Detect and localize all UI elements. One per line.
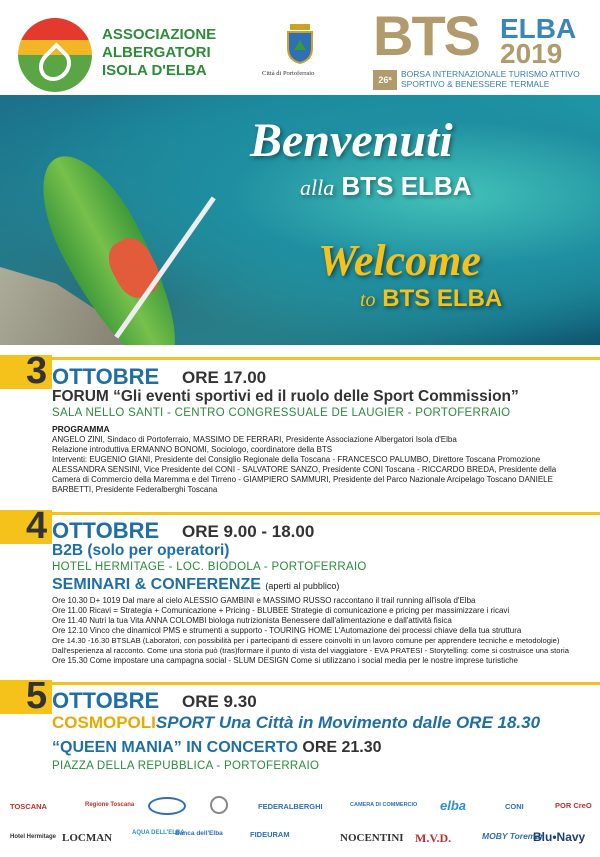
sponsor-logo-crest (210, 796, 228, 814)
seminari-label: SEMINARI & CONFERENZE (52, 576, 261, 593)
sponsor-logo-oval (148, 797, 186, 815)
day4-number: 4 (26, 505, 48, 547)
day3-bar (0, 357, 600, 360)
association-name (102, 26, 216, 80)
sponsor-toscana: TOSCANA (10, 802, 47, 811)
day5-queen (52, 739, 382, 757)
sponsor-blunavy: Blu•Navy (533, 830, 586, 844)
day5-number: 5 (26, 675, 48, 717)
bts-elba-text-2: BTS ELBA (382, 285, 503, 312)
benvenuti-text: Benvenuti (250, 114, 453, 167)
day4-time: ORE 9.00 - 18.00 (182, 522, 315, 541)
sponsor-mvd: M.V.D. (415, 831, 452, 845)
day4-line: Ore 11.00 Ricavi = Strategia + Comunicazione + Pricing - BLUBEE Strategie di comunicazione e pricing per massimizzare i ricavi (52, 606, 510, 615)
sponsor-nocentini: NOCENTINI (340, 832, 404, 844)
edition-badge: 26ª (373, 70, 397, 90)
queen-label: “QUEEN MANIA” IN CONCERTO (52, 739, 298, 756)
association-line-2: ALBERGATORI (102, 44, 211, 61)
day4-b2b-title: B2B (solo per operatori) (52, 542, 230, 559)
queen-time: ORE 21.30 (302, 739, 382, 756)
sponsor-federalberghi: FEDERALBERGHI (258, 802, 323, 811)
year-label: 2019 (500, 38, 563, 69)
borsa-line-2: SPORTIVO & BENESSERE TERMALE (401, 79, 550, 89)
bts-logo: BTS (373, 4, 479, 67)
sponsor-banca-elba: Banca dell'Elba (175, 830, 223, 837)
day3-time: ORE 17.00 (182, 368, 267, 387)
day3-number: 3 (26, 350, 48, 392)
cosmopoli-label: COSMOPOLI (52, 713, 156, 732)
alla-bts-elba (300, 171, 471, 202)
day3-line: BARBETTI, Presidente Federalberghi Toscana (52, 485, 218, 494)
sponsors-strip (0, 792, 600, 857)
seminari-note: (aperti al pubblico) (265, 581, 340, 591)
day4-line: Ore 15.30 Come impostare una campagna social - SLUM DESIGN Come si utilizzano i social media per le nostre imprese turistiche (52, 656, 518, 665)
day3-line: Camera di Commercio della Maremma e del Tirreno - GIAMPIERO SAMMURI, Presidente del Parco Nazionale Arcipelago Toscano DANIELE (52, 475, 553, 484)
header (0, 0, 600, 95)
day5-month: OTTOBRE (52, 688, 160, 713)
day4-line: Ore 14.30 -16.30 BTSLAB (Laboratori, con possibilità per i partecipanti di essere coinvolti in un lavoro comune per apprendere tecniche e metodologie) (52, 636, 560, 645)
sponsor-regione-toscana: Regione Toscana (85, 802, 135, 808)
day4-month: OTTOBRE (52, 518, 160, 543)
sponsor-locman: LOCMAN (62, 832, 113, 844)
day3-line: ALESSANDRA SENSINI, Vice Presidente del CONI - SALVATORE SANZO, Presidente CONI Toscana - RICCARDO BREDA, Presidente della (52, 465, 557, 474)
day3-line: Relazione introduttiva ERMANNO BONOMI, Sociologo, coordinatore della BTS (52, 445, 333, 454)
day5-venue: PIAZZA DELLA REPUBBLICA - PORTOFERRAIO (52, 760, 320, 772)
crest-label: Città di Portoferraio (262, 70, 315, 77)
day4-venue: HOTEL HERMITAGE - LOC. BIODOLA - PORTOFERRAIO (52, 561, 367, 573)
day5-bar (0, 682, 600, 685)
sponsor-aqua-elba: AQUA DELL'ELBA (132, 830, 185, 836)
bts-elba-text-1: BTS ELBA (341, 171, 472, 201)
day3-programma-label: PROGRAMMA (52, 424, 110, 434)
sponsor-moby: MOBY Toremar (482, 831, 544, 841)
sponsor-hermitage: Hotel Hermitage (10, 834, 57, 840)
sponsor-elba: elba (440, 798, 467, 813)
sponsor-fideuram: FIDEURAM (250, 830, 290, 839)
borsa-line-1: BORSA INTERNAZIONALE TURISMO ATTIVO (401, 69, 580, 79)
day5-time: ORE 9.30 (182, 692, 257, 711)
sponsor-por-creo: POR CreO (555, 801, 592, 810)
welcome-text: Welcome (318, 236, 481, 285)
elba-logo: ELBA (500, 13, 577, 44)
association-logo (18, 18, 92, 92)
to-bts-elba (360, 285, 502, 313)
day5-cosmopoli (52, 713, 540, 733)
day3-line: ANGELO ZINI, Sindaco di Portoferraio, MASSIMO DE FERRARI, Presidente Associazione Albergatori Isola d'Elba (52, 435, 457, 444)
day4-line: Ore 12.10 Vinco che dinamicol PMS e strumenti a supporto - TOURING HOME L'Automazione dei processi chiave della tua struttura (52, 626, 522, 635)
sponsor-camera-commercio: CAMERA DI COMMERCIO (350, 802, 418, 808)
day4-line: Ore 10.30 D+ 1019 Dal mare al cielo ALESSIO GAMBINI e MASSIMO RUSSO raccontano il trail running all'isola d'Elba (52, 596, 476, 605)
day4-line: Dall'esperienza al racconto. Come una storia può (tras)formare il punto di vista del viaggiatore - EVA PRATESI - Storytelling: come si costruisce una storia (52, 646, 569, 655)
alla-text: alla (300, 175, 335, 200)
association-line-1: ASSOCIAZIONE (102, 26, 217, 43)
day3-month: OTTOBRE (52, 364, 160, 389)
day3-forum-title: FORUM “Gli eventi sportivi ed il ruolo delle Sport Commission” (52, 388, 519, 405)
day3-line: Interventi: EUGENIO GIANI, Presidente del Consiglio Regionale della Toscana - FRANCESCO PALUMBO, Direttore Toscana Promozione (52, 455, 541, 464)
hero-image (0, 95, 600, 345)
association-line-3: ISOLA D'ELBA (102, 62, 207, 79)
day4-line: Ore 11.40 Nutri la tua Vita ANNA COLOMBI biologa nutrizionista Benessere dall'alimentazione e dall'attività fisica (52, 616, 452, 625)
day3-venue: SALA NELLO SANTI - CENTRO CONGRESSUALE DE LAUGIER - PORTOFERRAIO (52, 407, 511, 419)
sponsor-coni: CONI (505, 802, 524, 811)
sport-label: SPORT Una Città in Movimento dalle ORE 18.30 (155, 713, 541, 732)
borsa-text (401, 69, 580, 89)
to-text: to (360, 289, 376, 311)
day4-seminari-title (52, 576, 339, 594)
crest-icon (282, 22, 318, 64)
day4-bar (0, 512, 600, 515)
